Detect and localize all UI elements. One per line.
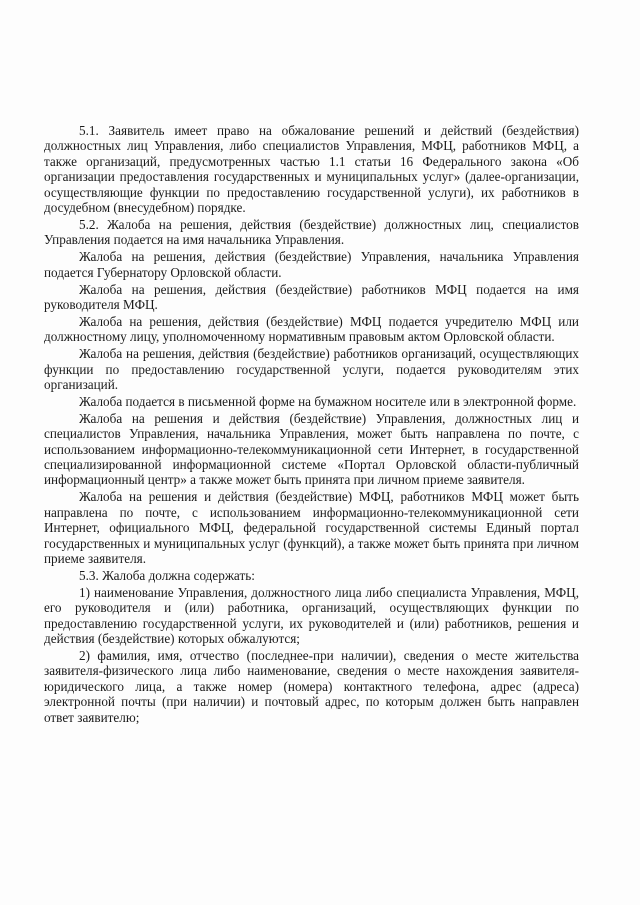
- list-item-1: 1) наименование Управления, должностного лица либо специалиста Управления, МФЦ, его руководителя и (или) работника, организаций, осуществляющих функции по предоставлению государственной услуги, их руководителей и (или) работников, решения и действия (бездействие) которых обжалуются;: [44, 584, 579, 646]
- paragraph-complaint-channels-department: Жалоба на решения и действия (бездействие) Управления, должностных лиц и специалистов Управления, начальника Управления, может быть направлена по почте, с использованием информационно-телекоммуникационной сети Интернет, в государственной специализированной информационной системе «Портал Орловской области-публичный информационный центр» а также может быть принята при личном приеме заявителя.: [44, 410, 579, 488]
- paragraph-5-3: 5.3. Жалоба должна содержать:: [79, 567, 255, 583]
- paragraph-complaint-governor: Жалоба на решения, действия (бездействие) Управления, начальника Управления подается Губернатору Орловской области.: [44, 249, 579, 280]
- paragraph-complaint-mfc-founder: Жалоба на решения, действия (бездействие) МФЦ подается учредителю МФЦ или должностному лицу, уполномоченному нормативным правовым актом Орловской области.: [44, 313, 579, 345]
- paragraph-complaint-organizations: Жалоба на решения, действия (бездействие) работников организаций, осуществляющих функции по предоставлению государственной услуги, подается руководителям этих организаций.: [44, 346, 579, 392]
- paragraph-complaint-mfc-workers: Жалоба на решения, действия (бездействие) работников МФЦ подается на имя руководителя МФЦ.: [44, 281, 579, 312]
- paragraph-5-2: 5.2. Жалоба на решения, действия (бездействие) должностных лиц, специалистов Управления подается на имя начальника Управления.: [44, 216, 579, 248]
- document-body: [44, 123, 579, 726]
- list-item-2: 2) фамилия, имя, отчество (последнее-при наличии), сведения о месте жительства заявителя-физического лица либо наименование, сведения о месте нахождения заявителя-юридического лица, а также номер (номера) контактного телефона, адрес (адреса) электронной почты (при наличии) и почтовый адрес, по которым должен быть направлен ответ заявителю;: [44, 647, 579, 725]
- paragraph-complaint-channels-mfc: Жалоба на решения и действия (бездействие) МФЦ, работников МФЦ может быть направлена по почте, с использованием информационно-телекоммуникационной сети Интернет, официального МФЦ, федеральной государственной системы Единый портал государственных и муниципальных услуг (функций), а также может быть принята при личном приеме заявителя.: [44, 489, 579, 566]
- paragraph-5-1: 5.1. Заявитель имеет право на обжалование решений и действий (бездействия) должностных лиц Управления, либо специалистов Управления, МФЦ, работников МФЦ, а также организаций, предусмотренных частью 1.1 статьи 16 Федерального закона «Об организации предоставления государственных и муниципальных услуг» (далее-организации, осуществляющие функции по предоставлению государственной услуги), их работников в досудебном (внесудебном) порядке.: [44, 123, 579, 216]
- paragraph-complaint-form: Жалоба подается в письменной форме на бумажном носителе или в электронной форме.: [79, 393, 577, 409]
